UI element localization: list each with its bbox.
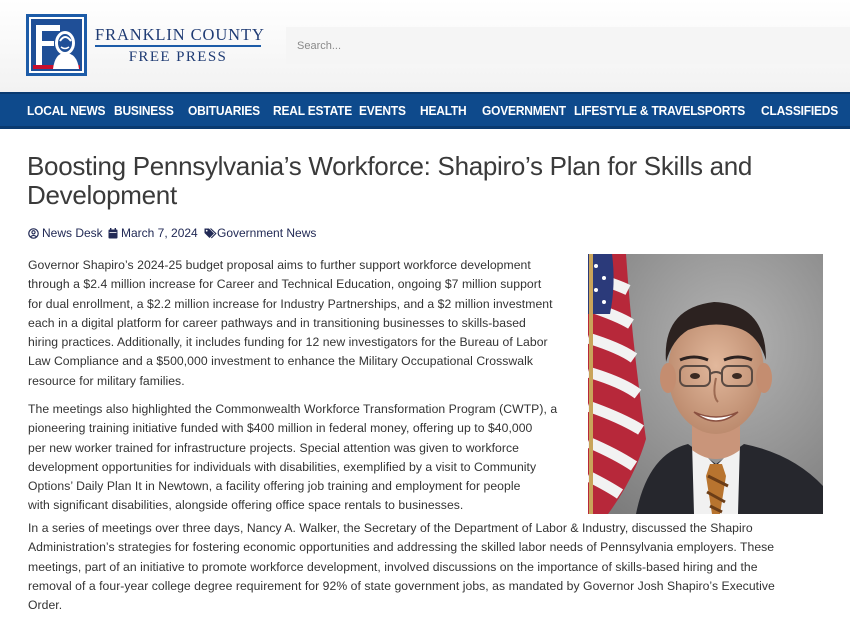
- nav-item-events[interactable]: EVENTS: [359, 103, 406, 118]
- site-logo[interactable]: [26, 14, 87, 76]
- nav-item-classifieds[interactable]: CLASSIFIEDS: [761, 103, 839, 118]
- calendar-icon: [108, 228, 118, 239]
- text-line: per new worker trained for infrastructure projects. Special attention was given to workforce: [28, 440, 519, 455]
- search-bar: [286, 27, 850, 64]
- nav-item-government[interactable]: GOVERNMENT: [482, 103, 566, 118]
- site-name[interactable]: [95, 25, 265, 65]
- nav-item-lifestyle-travel[interactable]: LIFESTYLE & TRAVEL: [574, 103, 698, 118]
- franklin-portrait-icon: [31, 19, 82, 71]
- text-line: Governor Shapiro’s 2024-25 budget proposal aims to further support workforce development: [28, 258, 531, 272]
- main-nav: [0, 92, 850, 129]
- site-name-line2: FREE PRESS: [128, 49, 228, 65]
- text-line: Options’ Daily Plan It in Newtown, a facility offering job training and employment for people: [28, 479, 521, 494]
- article-paragraph-2: [28, 400, 584, 516]
- text-line: pioneering training initiative funded with $400 million in federal money, offering up to $40,000: [28, 421, 533, 436]
- article-photo: [588, 254, 823, 514]
- text-line: The meetings also highlighted the Commonwealth Workforce Transformation Program (CWTP), a: [28, 402, 558, 416]
- text-line: removal of a four-year college degree requirement for 92% of state government jobs, as mandated by Governor Josh Shapiro’s Executive: [28, 578, 775, 593]
- site-name-line1: FRANKLIN COUNTY: [95, 25, 265, 44]
- category-text: Government News: [217, 226, 317, 240]
- nav-item-real-estate[interactable]: REAL ESTATE: [273, 103, 353, 118]
- article-category[interactable]: [204, 226, 316, 240]
- text-line: meetings, part of an initiative to promote workforce development, involved discussions on the importance of skills-based hiring and the: [28, 559, 758, 574]
- search-input[interactable]: [286, 27, 850, 64]
- tags-icon: [204, 228, 217, 239]
- portrait-image: [588, 254, 823, 514]
- text-line: with significant disabilities, alongside offering office space rentals to businesses.: [28, 498, 464, 513]
- text-line: Law Compliance and a $500,000 investment to enhance the Military Occupational Crosswalk: [28, 354, 533, 369]
- article-title-line1: Boosting Pennsylvania’s Workforce: Shapiro’s Plan for Skills and: [27, 151, 753, 181]
- logo-divider: [95, 45, 261, 47]
- nav-item-local-news[interactable]: LOCAL NEWS: [27, 103, 106, 118]
- text-line: In a series of meetings over three days, Nancy A. Walker, the Secretary of the Department of Labor & Industry, discussed the Shapiro: [28, 521, 753, 535]
- text-line: Administration’s strategies for fostering economic opportunities and addressing the skilled labor needs of Pennsylvania employers. These: [28, 540, 775, 555]
- article-title-line2: Development: [27, 180, 177, 210]
- article-author[interactable]: [28, 226, 103, 240]
- text-line: development opportunities for individuals with disabilities, exemplified by a visit to Community: [28, 459, 537, 474]
- nav-item-sports[interactable]: SPORTS: [697, 103, 746, 118]
- author-name: News Desk: [42, 226, 103, 240]
- nav-item-business[interactable]: BUSINESS: [114, 103, 174, 118]
- date-text: March 7, 2024: [121, 226, 198, 240]
- text-line: for dual enrollment, a $2.2 million increase for Industry Partnerships, and a $2 million investment: [28, 296, 553, 311]
- nav-item-health[interactable]: HEALTH: [420, 103, 467, 118]
- article-paragraph-3: [28, 519, 828, 615]
- article-title: [27, 152, 787, 210]
- user-circle-icon: [28, 228, 39, 239]
- text-line: each in a digital platform for career pathways and in transitioning businesses to skills-based: [28, 315, 526, 330]
- site-header: [0, 0, 850, 92]
- text-line: Order.: [28, 598, 63, 613]
- text-line: resource for military families.: [28, 373, 185, 388]
- article-paragraph-1: [28, 256, 584, 391]
- nav-item-obituaries[interactable]: OBITUARIES: [188, 103, 260, 118]
- text-line: hiring practices. Additionally, it includes funding for 12 new investigators for the Bureau of Labor: [28, 335, 548, 350]
- article-date: [108, 226, 198, 240]
- text-line: through a $2.4 million increase for Career and Technical Education, ongoing $7 million support: [28, 277, 542, 292]
